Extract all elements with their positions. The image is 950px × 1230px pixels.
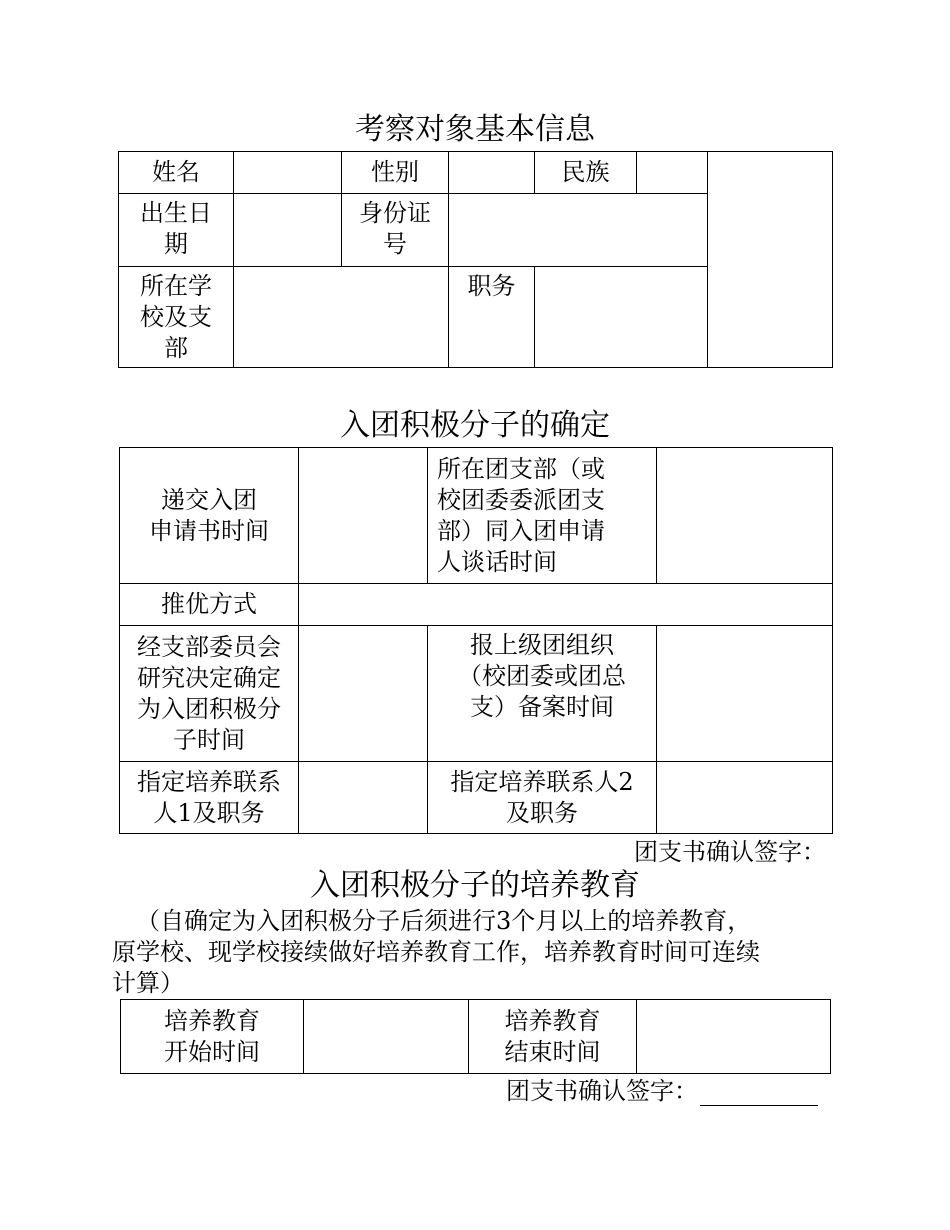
contact-2-label <box>428 762 657 834</box>
confirmation-signature-label: 团支书确认签字： <box>634 838 826 866</box>
gender-label: 性别 <box>342 152 449 194</box>
submit-application-time-label <box>120 448 299 584</box>
section-title-training: 入团积极分子的培养教育 <box>310 868 640 903</box>
school-branch-label-line: 部 <box>164 334 188 362</box>
birth-date-field[interactable] <box>234 194 342 267</box>
school-branch-label-line: 校及支 <box>140 303 212 331</box>
label-line: （校团委或团总 <box>458 662 626 690</box>
decision-time-field[interactable] <box>299 626 428 762</box>
training-start-field[interactable] <box>304 1000 469 1074</box>
section-title-confirmation: 入团积极分子的确定 <box>340 408 610 443</box>
filing-time-label <box>428 626 657 762</box>
label-line: 培养教育 <box>164 1006 260 1035</box>
submit-application-time-field[interactable] <box>299 448 428 584</box>
training-signature-label: 团支书确认签字： <box>506 1077 698 1105</box>
label-line: 为入团积极分 <box>137 694 281 723</box>
photo-cell[interactable] <box>708 152 833 368</box>
contact-2-field[interactable] <box>657 762 833 834</box>
training-note-line: 计算） <box>112 969 184 997</box>
training-note <box>112 906 838 999</box>
birth-date-label-line: 出生日 <box>140 199 212 227</box>
training-note-line: 原学校、现学校接续做好培养教育工作，培养教育时间可连续 <box>112 938 760 966</box>
training-end-field[interactable] <box>637 1000 831 1074</box>
position-label: 职务 <box>449 267 535 368</box>
training-table <box>120 999 831 1074</box>
ethnicity-label: 民族 <box>535 152 637 194</box>
label-line: 培养教育 <box>504 1006 601 1035</box>
birth-date-label-line: 期 <box>164 230 188 258</box>
school-branch-field[interactable] <box>234 267 449 368</box>
label-line: 申请书时间 <box>149 516 269 545</box>
label-line: 经支部委员会 <box>137 632 281 661</box>
recommend-method-field[interactable] <box>299 584 833 626</box>
label-line: 校团委委派团支 <box>437 485 605 514</box>
name-label: 姓名 <box>119 152 234 194</box>
label-line: 研究决定确定 <box>137 663 281 692</box>
name-field[interactable] <box>234 152 342 194</box>
gender-field[interactable] <box>449 152 535 194</box>
id-number-label-line: 身份证 <box>359 199 431 227</box>
confirmation-table <box>119 447 833 834</box>
label-line: 指定培养联系 <box>137 767 281 796</box>
contact-1-label <box>120 762 299 834</box>
ethnicity-field[interactable] <box>637 152 708 194</box>
talk-time-field[interactable] <box>657 448 833 584</box>
birth-date-label <box>119 194 234 267</box>
basic-info-table <box>118 151 833 368</box>
training-end-label <box>469 1000 637 1074</box>
section-title-basic-info: 考察对象基本信息 <box>355 112 595 147</box>
position-field[interactable] <box>535 267 708 368</box>
label-line: 支）备案时间 <box>470 693 614 721</box>
id-number-label-line: 号 <box>383 230 407 258</box>
training-start-label <box>121 1000 304 1074</box>
talk-time-label <box>428 448 657 584</box>
school-branch-label <box>119 267 234 368</box>
contact-1-field[interactable] <box>299 762 428 834</box>
training-note-line: （自确定为入团积极分子后须进行3个月以上的培养教育， <box>136 907 752 935</box>
label-line: 人1及职务 <box>153 798 265 827</box>
id-number-field[interactable] <box>449 194 708 267</box>
label-line: 开始时间 <box>164 1037 260 1066</box>
filing-time-field[interactable] <box>657 626 833 762</box>
label-line: 递交入团 <box>161 485 257 514</box>
id-number-label <box>342 194 449 267</box>
label-line: 报上级团组织 <box>470 631 614 659</box>
decision-time-label <box>120 626 299 762</box>
label-line: 人谈话时间 <box>437 547 557 576</box>
training-signature <box>506 1076 818 1106</box>
label-line: 结束时间 <box>504 1037 601 1066</box>
training-signature-line[interactable] <box>700 1083 818 1106</box>
school-branch-label-line: 所在学 <box>140 272 212 300</box>
label-line: 及职务 <box>506 798 578 827</box>
label-line: 指定培养联系人2 <box>450 767 634 796</box>
label-line: 所在团支部（或 <box>437 454 605 483</box>
label-line: 子时间 <box>173 725 245 754</box>
recommend-method-label: 推优方式 <box>120 584 299 626</box>
label-line: 部）同入团申请 <box>437 516 605 545</box>
